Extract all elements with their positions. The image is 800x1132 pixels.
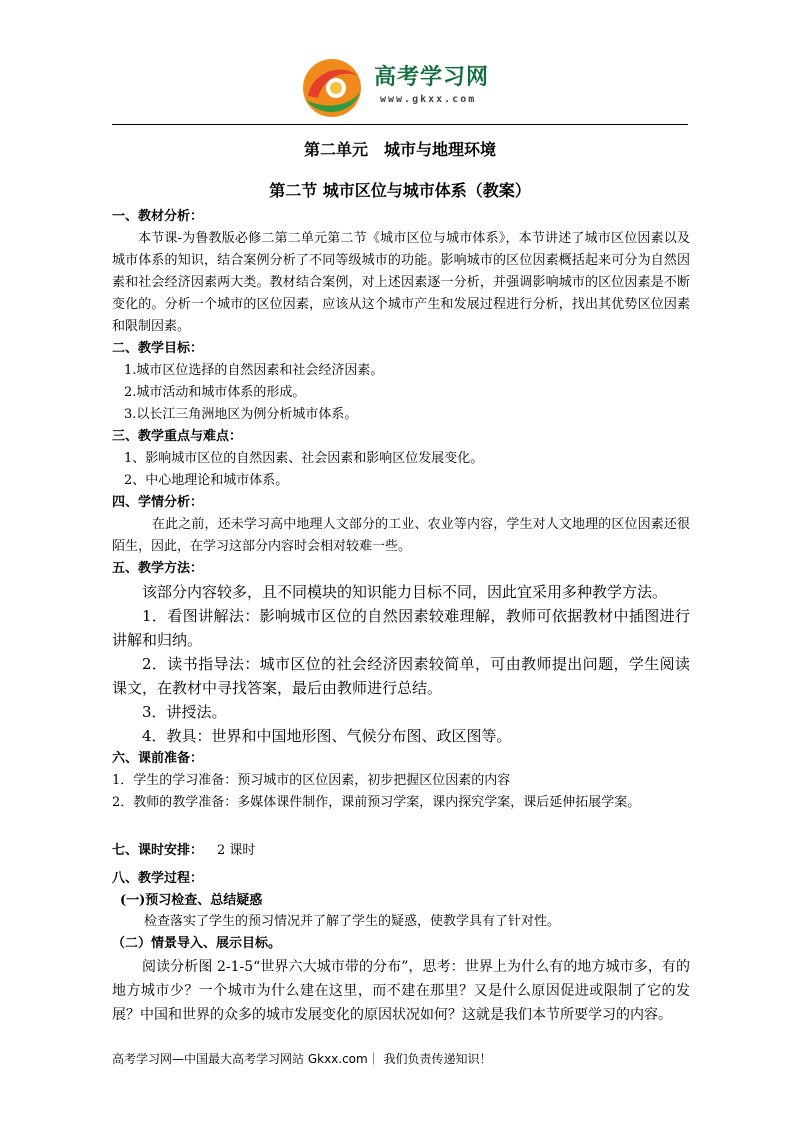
footer-text: 高考学习网—中国最大高考学习网站 Gkxx.com｜ 我们负责传递知识！: [112, 1052, 492, 1066]
header-divider: [112, 124, 688, 125]
section-heading: 四、学情分析：: [112, 495, 204, 510]
list-item: 1．学生的学习准备：预习城市的区位因素，初步把握区位因素的内容: [112, 773, 511, 788]
subsection-heading: （二）情景导入、展示目标。: [112, 936, 282, 951]
logo-swirl-icon: [298, 56, 366, 120]
spacer: [112, 814, 690, 840]
section-heading: 六、课前准备：: [112, 751, 204, 766]
section-heading: 五、教学方法：: [112, 561, 204, 576]
paragraph: 本节课-为鲁教版必修二第二单元第二节《城市区位与城市体系》，本节讲述了城市区位因素以及城市体系的知识，结合案例分析了不同等级城市的功能。影响城市的区位因素概括起来可分为自然因素和社会经济因素两大类。教材结合案例，对上述因素逐一分析，并强调影响城市的区位因素是不断变化的。分析一个城市的区位因素，应该从这个城市产生和发展过程进行分析，找出其优势区位因素和限制因素。: [112, 231, 690, 334]
paragraph: 阅读分析图 2-1-5“世界六大城市带的分布”，思考：世界上为什么有的地方城市多，有的地方城市少？一个城市为什么建在这里，而不建在那里？又是什么原因促进或限制了它的发展？中国和世界的众多的城市发展变化的原因状况如何？这就是我们本节所要学习的内容。: [112, 959, 690, 1023]
subsection-heading: (一)预习检查、总结疑惑: [120, 893, 263, 908]
site-logo[interactable]: [298, 56, 508, 120]
paragraph: 该部分内容较多，且不同模块的知识能力目标不同，因此宜采用多种教学方法。: [142, 583, 668, 601]
unit-title: 第二单元 城市与地理环境: [303, 140, 496, 159]
section-title: 第二节 城市区位与城市体系（教案）: [269, 181, 531, 200]
list-item: 2．读书指导法：城市区位的社会经济因素较简单，可由教师提出问题，学生阅读课文，在教材中寻找答案，最后由教师进行总结。: [112, 655, 690, 697]
paragraph: 检查落实了学生的预习情况并了解了学生的疑惑，使教学具有了针对性。: [144, 914, 561, 929]
heading-text: 七、课时安排：: [112, 843, 204, 858]
list-item: 3.以长江三角洲地区为例分析城市体系。: [124, 407, 358, 422]
logo-url: www.gkxx.com: [380, 94, 477, 105]
list-item: 2、中心地理论和城市体系。: [124, 473, 289, 488]
section-heading: 二、教学目标：: [112, 341, 204, 356]
section-heading: 三、教学重点与难点：: [112, 429, 243, 444]
section-heading: 一、教材分析：: [112, 209, 204, 224]
logo-title: 高考学习网: [374, 65, 490, 90]
paragraph: 在此之前，还未学习高中地理人文部分的工业、农业等内容，学生对人文地理的区位因素还很陌生，因此，在学习这部分内容时会相对较难一些。: [112, 517, 690, 554]
list-item: 1．看图讲解法：影响城市区位的自然因素较难理解，教师可依据教材中插图进行讲解和归纳。: [112, 607, 690, 649]
list-item: 4．教具：世界和中国地形图、气候分布图、政区图等。: [142, 727, 512, 745]
section-heading: [112, 840, 690, 862]
section-heading: 八、教学过程：: [112, 871, 204, 886]
lesson-count: 2 课时: [217, 843, 256, 858]
list-item: 3．讲授法。: [142, 703, 227, 721]
list-item: 1.城市区位选择的自然因素和社会经济因素。: [124, 363, 384, 378]
document-body: [112, 206, 690, 1027]
list-item: 1、影响城市区位的自然因素、社会因素和影响区位发展变化。: [124, 451, 484, 466]
list-item: 2.城市活动和城市体系的形成。: [124, 385, 306, 400]
list-item: 2．教师的教学准备：多媒体课件制作，课前预习学案，课内探究学案，课后延伸拓展学案。: [112, 795, 641, 810]
